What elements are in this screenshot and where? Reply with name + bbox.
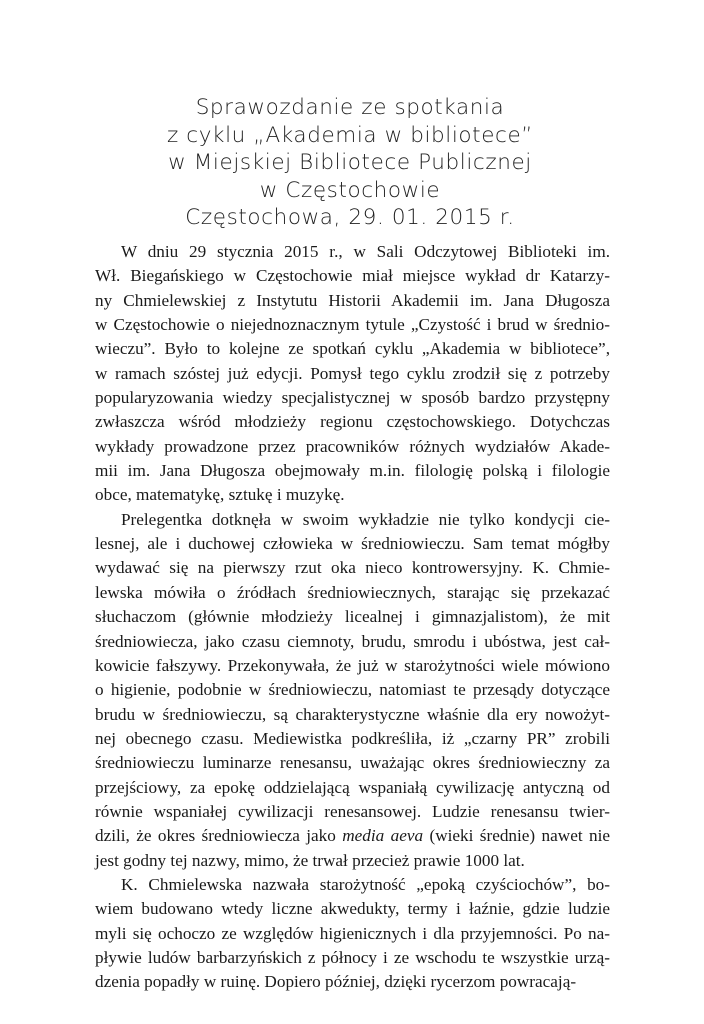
- text-line: brudu w średniowieczu, są charakterystyczne właśnie dla ery nowożyt-: [95, 704, 610, 724]
- text-line: kowicie fałszywy. Przekonywała, że już w starożytności wiele mówiono: [95, 655, 610, 675]
- report-body: [95, 240, 610, 995]
- text-line: Prelegentka dotknęła w swoim wykładzie nie tylko kondycji cie-: [121, 509, 610, 529]
- text-line: popularyzowania wiedzy specjalistycznej w sposób bardzo przystępny: [95, 388, 610, 408]
- text-line: w ramach szóstej już edycji. Pomysł tego cyklu zrodził się z potrzeby: [95, 363, 610, 383]
- text-line: obce, matematykę, sztukę i muzykę.: [95, 485, 345, 505]
- report-title: [90, 94, 610, 232]
- text-segment: (wieki średnie) nawet nie: [423, 826, 610, 846]
- text-line: nej obecnego czasu. Mediewistka podkreśliła, iż „czarny PR” zrobili: [95, 728, 610, 748]
- text-line: myli się ochoczo ze względów higienicznych i dla przyjemności. Po na-: [95, 923, 610, 943]
- text-line: równie wspaniałej cywilizacji renesansowej. Ludzie renesansu twier-: [95, 801, 610, 821]
- text-line: wiem budowano wtedy liczne akwedukty, termy i łaźnie, gdzie ludzie: [95, 899, 610, 919]
- text-line: przejściowy, za epokę oddzielającą wspaniałą cywilizację antyczną od: [95, 777, 610, 797]
- paragraph: [95, 508, 610, 873]
- title-line: Sprawozdanie ze spotkania: [195, 95, 505, 120]
- text-line: średniowiecza, jako czasu ciemnoty, brudu, smrodu i ubóstwa, jest cał-: [95, 631, 610, 651]
- text-line: [95, 824, 610, 848]
- text-line: ny Chmielewskiej z Instytutu Historii Akademii im. Jana Długosza: [95, 290, 610, 310]
- text-line: mii im. Jana Długosza obejmowały m.in. filologię polską i filologie: [95, 461, 610, 481]
- text-line: wydawać się na pierwszy rzut oka nieco kontrowersyjny. K. Chmie-: [95, 558, 610, 578]
- text-line: wykłady prowadzone przez pracowników różnych wydziałów Akade-: [95, 436, 610, 456]
- title-date-line: Częstochowa, 29. 01. 2015 r.: [185, 205, 515, 230]
- text-line: słuchaczom (głównie młodzieży licealnej i gimnazjalistom), że mit: [95, 607, 610, 627]
- text-line: lewska mówiła o źródłach średniowiecznych, starając się przekazać: [95, 582, 610, 602]
- text-line: zwłaszcza wśród młodzieży regionu częstochowskiego. Dotychczas: [95, 412, 610, 432]
- text-line: W dniu 29 stycznia 2015 r., w Sali Odczytowej Biblioteki im.: [121, 242, 610, 261]
- text-line: pływie ludów barbarzyńskich z północy i ze wschodu te wszystkie urzą-: [95, 947, 610, 967]
- text-line: wieczu”. Było to kolejne ze spotkań cyklu „Akademia w bibliotece”,: [95, 339, 610, 359]
- title-line: z cyklu „Akademia w bibliotece”: [166, 122, 534, 148]
- text-line: średniowieczu luminarze renesansu, uważając okres średniowieczny za: [95, 753, 610, 773]
- title-line: w Miejskiej Bibliotece Publicznej: [168, 150, 532, 175]
- text-line: K. Chmielewska nazwała starożytność „epoką czyściochów”, bo-: [121, 874, 610, 894]
- text-line: w Częstochowie o niejednoznacznym tytule „Czystość i brud w średnio-: [95, 315, 610, 335]
- text-segment: dzili, że okres średniowiecza jako: [95, 826, 343, 846]
- title-line: w Częstochowie: [259, 177, 441, 203]
- text-line: jest godny tej nazwy, mimo, że trwał przecież prawie 1000 lat.: [95, 850, 525, 870]
- text-line: dzenia popadły w ruinę. Dopiero później, dzięki rycerzom powracają-: [95, 972, 577, 992]
- text-line: Wł. Biegańskiego w Częstochowie miał miejsce wykład dr Katarzy-: [95, 266, 610, 286]
- paragraph: [95, 873, 610, 995]
- text-line: o higienie, podobnie w średniowieczu, natomiast te przesądy dotyczące: [95, 680, 610, 700]
- paragraph: [95, 240, 610, 508]
- text-line: lesnej, ale i duchowej człowieka w średniowieczu. Sam temat mógłby: [95, 534, 610, 554]
- italic-term: media aeva: [342, 826, 424, 846]
